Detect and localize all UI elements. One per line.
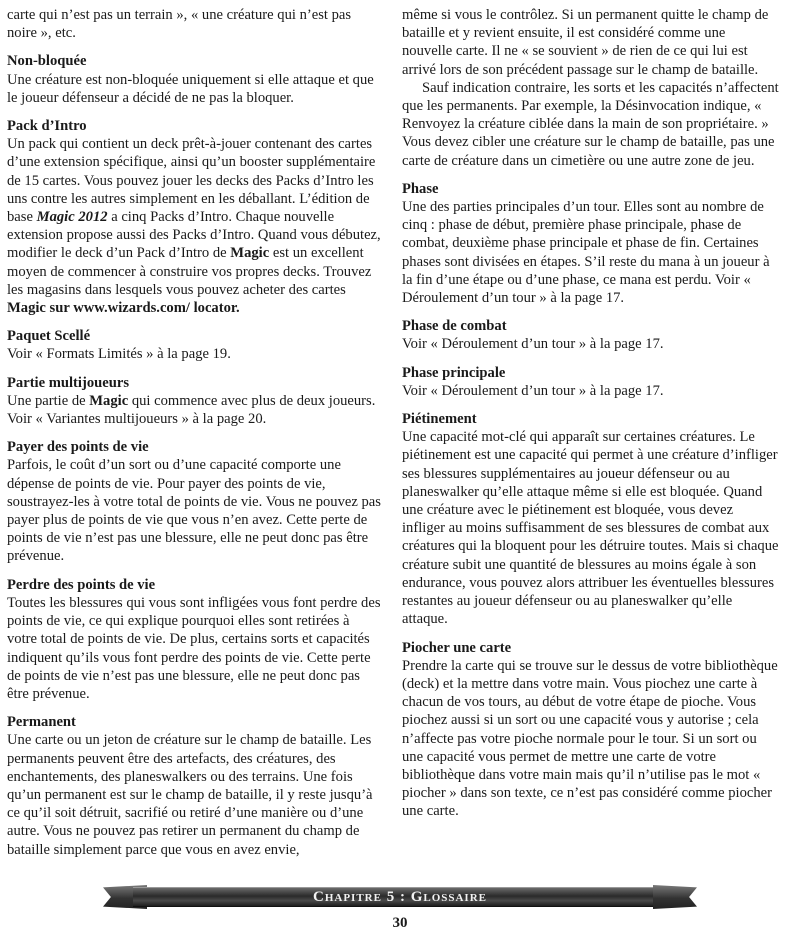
glossary-entry-phase bbox=[402, 180, 779, 307]
entry-term: Phase de combat bbox=[402, 318, 507, 335]
entry-term: Payer des points de vie bbox=[7, 439, 149, 456]
entry-definition: Une carte ou un jeton de créature sur le champ de bataille. Les permanents peuvent être des artefacts, des créatures, des enchantements, des planeswalkers ou des terrains. Une fois qu’un permanent est sur le champ de bataille, il y reste jusqu’à ce qu’il soit détruit, sacrifié ou retiré d’une manière ou d’une autre. Vous ne pouvez pas retirer un permanent du champ de bataille simplement parce que vous en avez envie, bbox=[7, 732, 373, 858]
entry-definition: Voir « Formats Limités » à la page 19. bbox=[7, 346, 231, 363]
entry-definition: Prendre la carte qui se trouve sur le dessus de votre bibliothèque (deck) et la mettre dans votre main. Vous piochez une carte à chacun de vos tours, au début de votre étape de pioche. Vous piochez aussi si un sort ou une capacité vous y autorise ; cela n’affecte pas votre pioche normale pour le tour. Si un sort ou une capacité vous permet de mettre une carte de votre bibliothèque dans votre main mais qu’il n’utilise pas le mot « piocher » dans son texte, ce n’est pas considéré comme piocher une carte. bbox=[402, 657, 778, 820]
entry-definition: Une capacité mot-clé qui apparaît sur certaines créatures. Le piétinement est une capacité qui permet à une créature d’infliger ses blessures supplémentaires au joueur défenseur ou au planeswalker qu’elle attaque même si elle est bloquée. Quand une créature avec le piétinement est bloquée, vous devez infliger au moins suffisamment de ses blessures de combat aux créatures qui la bloquent pour les détruire toutes. Mais si chaque créature subit une quantité de blessures au moins égale à son endurance, vous pouvez alors attribuer les éventuelles blessures restantes au joueur défenseur ou au planeswalker qu’elle attaque. bbox=[402, 429, 779, 628]
entry-definition: Voir « Déroulement d’un tour » à la page 17. bbox=[402, 336, 664, 353]
glossary-entry-non-bloquee bbox=[7, 52, 383, 107]
left-column bbox=[7, 6, 383, 869]
text-run: a cinq Packs d’Intro. Chaque nouvelle extension propose aussi des Packs d’Intro. Quand vous débutez, modifier le deck d’un Pack d’Intro de bbox=[7, 209, 381, 262]
page-number: 30 bbox=[392, 915, 408, 931]
glossary-entry-piocher-une-carte bbox=[402, 639, 779, 821]
bold-text: Magic bbox=[89, 392, 129, 409]
glossary-entry-partie-multijoueurs bbox=[7, 374, 383, 429]
right-column bbox=[402, 6, 779, 831]
entry-term: Piétinement bbox=[402, 411, 477, 428]
entry-term: Piocher une carte bbox=[402, 639, 512, 656]
glossary-entry-payer-points-de-vie bbox=[7, 438, 383, 565]
continued-paragraph: Sauf indication contraire, les sorts et les capacités n’affectent que les permanents. Par exemple, la Désinvocation indique, « Renvoyez la créature ciblée dans la main de son propriétaire. » Vous devez cibler une créature sur le champ de bataille, pas une carte de créature dans un cimetière ou une autre zone de jeu. bbox=[402, 79, 779, 169]
text-run: Un pack qui contient un deck prêt-à-jouer contenant des cartes d’une extension spécifique, ainsi qu’un booster supplémentaire de 15 cartes. Vous pouvez jouer les decks des Packs d’Intro les uns contre les autres simplement en les déballant. L’édition de base bbox=[7, 136, 376, 226]
entry-definition: Voir « Déroulement d’un tour » à la page 17. bbox=[402, 382, 664, 399]
entry-definition bbox=[7, 135, 383, 317]
entry-term: Perdre des points de vie bbox=[7, 576, 156, 593]
text-run: Une partie de bbox=[7, 392, 90, 409]
continued-paragraph: même si vous le contrôlez. Si un permanent quitte le champ de bataille et y revient ensuite, il est considéré comme une nouvelle carte. Il ne « se souvient » de rien de ce qui lui est arrivé lors de son précédent passage sur le champ de bataille. bbox=[402, 7, 769, 78]
text-run: qui commence avec plus de deux joueurs. Voir « Variantes multijoueurs » à la page 20. bbox=[7, 392, 376, 428]
entry-definition: Parfois, le coût d’un sort ou d’une capacité comporte une dépense de points de vie. Pour payer des points de vie, soustrayez-les à votre total de points de vie. Vous ne pouvez pas payer plus de points de vie que vous n’en avez. Cette perte de points de vie n’est pas une blessure, elle ne peut donc pas être prévenue. bbox=[7, 457, 381, 565]
continued-text bbox=[7, 6, 383, 42]
entry-definition: Une des parties principales d’un tour. Elles sont au nombre de cinq : phase de début, première phase principale, phase de combat, deuxième phase principale et phase de fin. Certaines phases sont divisées en étapes. S’il reste du mana à un joueur à la fin d’une étape ou d’une phase, ce mana est perdu. Voir « Déroulement d’un tour » à la page 17. bbox=[402, 199, 770, 307]
entry-term: Partie multijoueurs bbox=[7, 374, 129, 391]
entry-definition: Toutes les blessures qui vous sont infligées vous font perdre des points de vie, ce qui explique pourquoi elles sont retirées à votre total de points de vie. De plus, certains sorts et capacités indiquent qu’ils vous font perdre des points de vie. Cette perte de points de vie n’est pas une blessure, elle ne peut donc pas être prévenue. bbox=[7, 594, 381, 702]
chapter-title: Chapitre 5 : Glossaire bbox=[313, 889, 487, 905]
glossary-entry-phase-de-combat bbox=[402, 317, 779, 353]
bold-text: Magic bbox=[230, 245, 270, 262]
emphasis-text: Magic 2012 bbox=[36, 209, 108, 226]
glossary-entry-paquet-scelle bbox=[7, 327, 383, 363]
entry-term: Pack d’Intro bbox=[7, 118, 87, 135]
continued-text bbox=[402, 6, 779, 170]
text-run: est un excellent moyen de commencer à construire vos propres decks. Trouvez les magasins dans lesquels vous pouvez acheter des cartes bbox=[7, 245, 372, 298]
entry-term: Permanent bbox=[7, 714, 76, 731]
entry-term: Phase bbox=[402, 180, 439, 197]
chapter-banner bbox=[103, 885, 697, 909]
glossary-entry-pietinement bbox=[402, 410, 779, 628]
glossary-entry-phase-principale bbox=[402, 364, 779, 400]
glossary-entry-perdre-points-de-vie bbox=[7, 576, 383, 703]
entry-definition: Une créature est non-bloquée uniquement si elle attaque et que le joueur défenseur a décidé de ne pas la bloquer. bbox=[7, 71, 374, 106]
continued-paragraph: carte qui n’est pas un terrain », « une créature qui n’est pas noire », etc. bbox=[7, 7, 352, 42]
entry-term: Paquet Scellé bbox=[7, 328, 91, 345]
entry-term: Non-bloquée bbox=[7, 53, 87, 70]
glossary-entry-pack-intro bbox=[7, 117, 383, 317]
glossary-entry-permanent bbox=[7, 713, 383, 859]
entry-term: Phase principale bbox=[402, 364, 506, 381]
bold-link-text: Magic sur www.wizards.com/ locator. bbox=[7, 300, 240, 317]
entry-definition bbox=[7, 392, 383, 428]
